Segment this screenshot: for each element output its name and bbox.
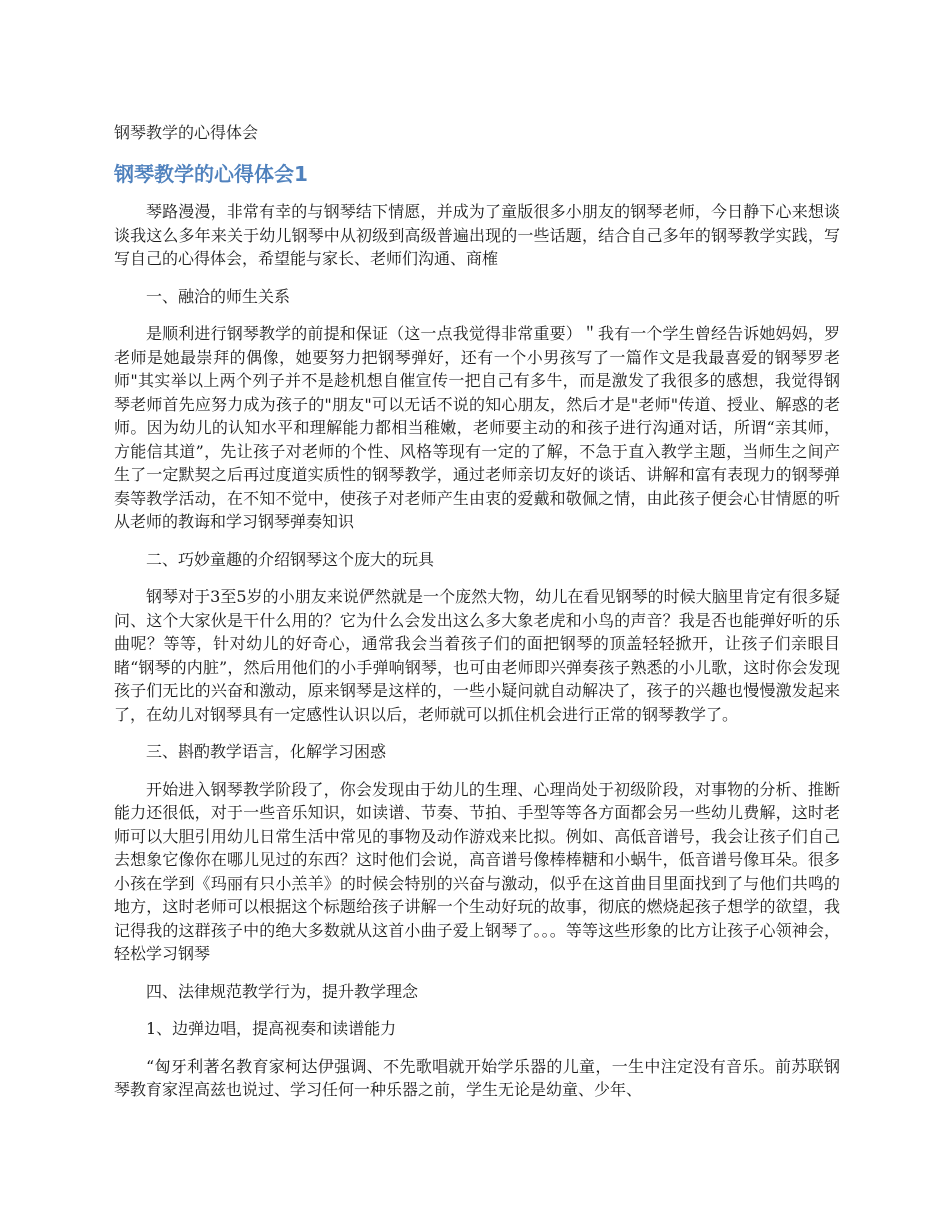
body-paragraph: 是顺利进行钢琴教学的前提和保证（这一点我觉得非常重要）＂我有一个学生曾经告诉她妈妈，罗老师是她最崇拜的偶像，她要努力把钢琴弹好，还有一个小男孩写了一篇作文是我最喜爱的钢琴罗老师"其实举以上两个列子并不是趁机想自催宣传一把自己有多牛，而是激发了我很多的感想，我觉得钢琴老师首先应努力成为孩子的"朋友"可以无话不说的知心朋友，然后才是"老师"传道、授业、解惑的老师。因为幼儿的认知水平和理解能力都相当稚嫩，老师要主动的和孩子进行沟通对话，所谓“亲其师，方能信其道”，先让孩子对老师的个性、风格等现有一定的了解，不急于直入教学主题，当师生之间产生了一定默契之后再过度道实质性的钢琴教学，通过老师亲切友好的谈话、讲解和富有表现力的钢琴弹奏等教学活动，在不知不觉中，使孩子对老师产生由衷的爱戴和敬佩之情，由此孩子便会心甘情愿的听从老师的教诲和学习钢琴弹奏知识 [114,324,840,531]
section-heading: 二、巧妙童趣的介绍钢琴这个庞大的玩具 [146,549,435,569]
body-paragraph: 钢琴对于3至5岁的小朋友来说俨然就是一个庞然大物，幼儿在看见钢琴的时候大脑里肯定有很多疑问、这个大家伙是干什么用的？它为什么会发出这么多大象老虎和小鸟的声音？我是否也能弹好听的乐曲呢？等等，针对幼儿的好奇心，通常我会当着孩子们的面把钢琴的顶盖轻轻掀开，让孩子们亲眼目睹“钢琴的内脏”，然后用他们的小手弹响钢琴，也可由老师即兴弹奏孩子熟悉的小儿歌，这时你会发现孩子们无比的兴奋和激动，原来钢琴是这样的，一些小疑问就自动解决了，孩子的兴趣也慢慢激发起来了，在幼儿对钢琴具有一定感性认识以后，老师就可以抓住机会进行正常的钢琴教学了。 [114,587,840,724]
document-page [114,122,840,1116]
document-body [114,200,840,1102]
section-heading: 三、斟酌教学语言，化解学习困惑 [146,742,387,761]
body-paragraph: 开始进入钢琴教学阶段了，你会发现由于幼儿的生理、心理尚处于初级阶段，对事物的分析、推断能力还很低，对于一些音乐知识，如读谱、节奏、节拍、手型等等各方面都会另一些幼儿费解，这时老师可以大胆引用幼儿日常生活中常见的事物及动作游戏来比拟。例如、高低音谱号，我会让孩子们自己去想象它像你在哪儿见过的东西？这时他们会说，高音谱号像棒棒糖和小蜗牛，低音谱号像耳朵。很多小孩在学到《玛丽有只小羔羊》的时候会特别的兴奋与激动，似乎在这首曲目里面找到了与他们共鸣的地方，这时老师可以根据这个标题给孩子讲解一个生动好玩的故事，彻底的燃烧起孩子想学的欲望，我记得我的这群孩子中的绝大多数就从这首小曲子爱上钢琴了。。。等等这些形象的比方让孩子心领神会，轻松学习钢琴 [114,779,840,963]
document-title: 钢琴教学的心得体会1 [114,162,308,186]
document-header: 钢琴教学的心得体会 [114,123,259,142]
body-paragraph: “匈牙利著名教育家柯达伊强调、不先歌唱就开始学乐器的儿童，一生中注定没有音乐。前苏联钢琴教育家涅高兹也说过、学习任何一种乐器之前，学生无论是幼童、少年、 [114,1056,840,1099]
body-paragraph: 琴路漫漫，非常有幸的与钢琴结下情愿，并成为了童版很多小朋友的钢琴老师，今日静下心来想谈谈我这么多年来关于幼儿钢琴中从初级到高级普遍出现的一些话题，结合自己多年的钢琴教学实践，写写自己的心得体会，希望能与家长、老师们沟通、商榷 [114,202,840,268]
section-heading: 一、融洽的师生关系 [146,286,291,306]
section-heading: 1、边弹边唱，提高视奏和读谱能力 [146,1019,397,1038]
section-heading: 四、法律规范教学行为，提升教学理念 [146,981,419,1001]
